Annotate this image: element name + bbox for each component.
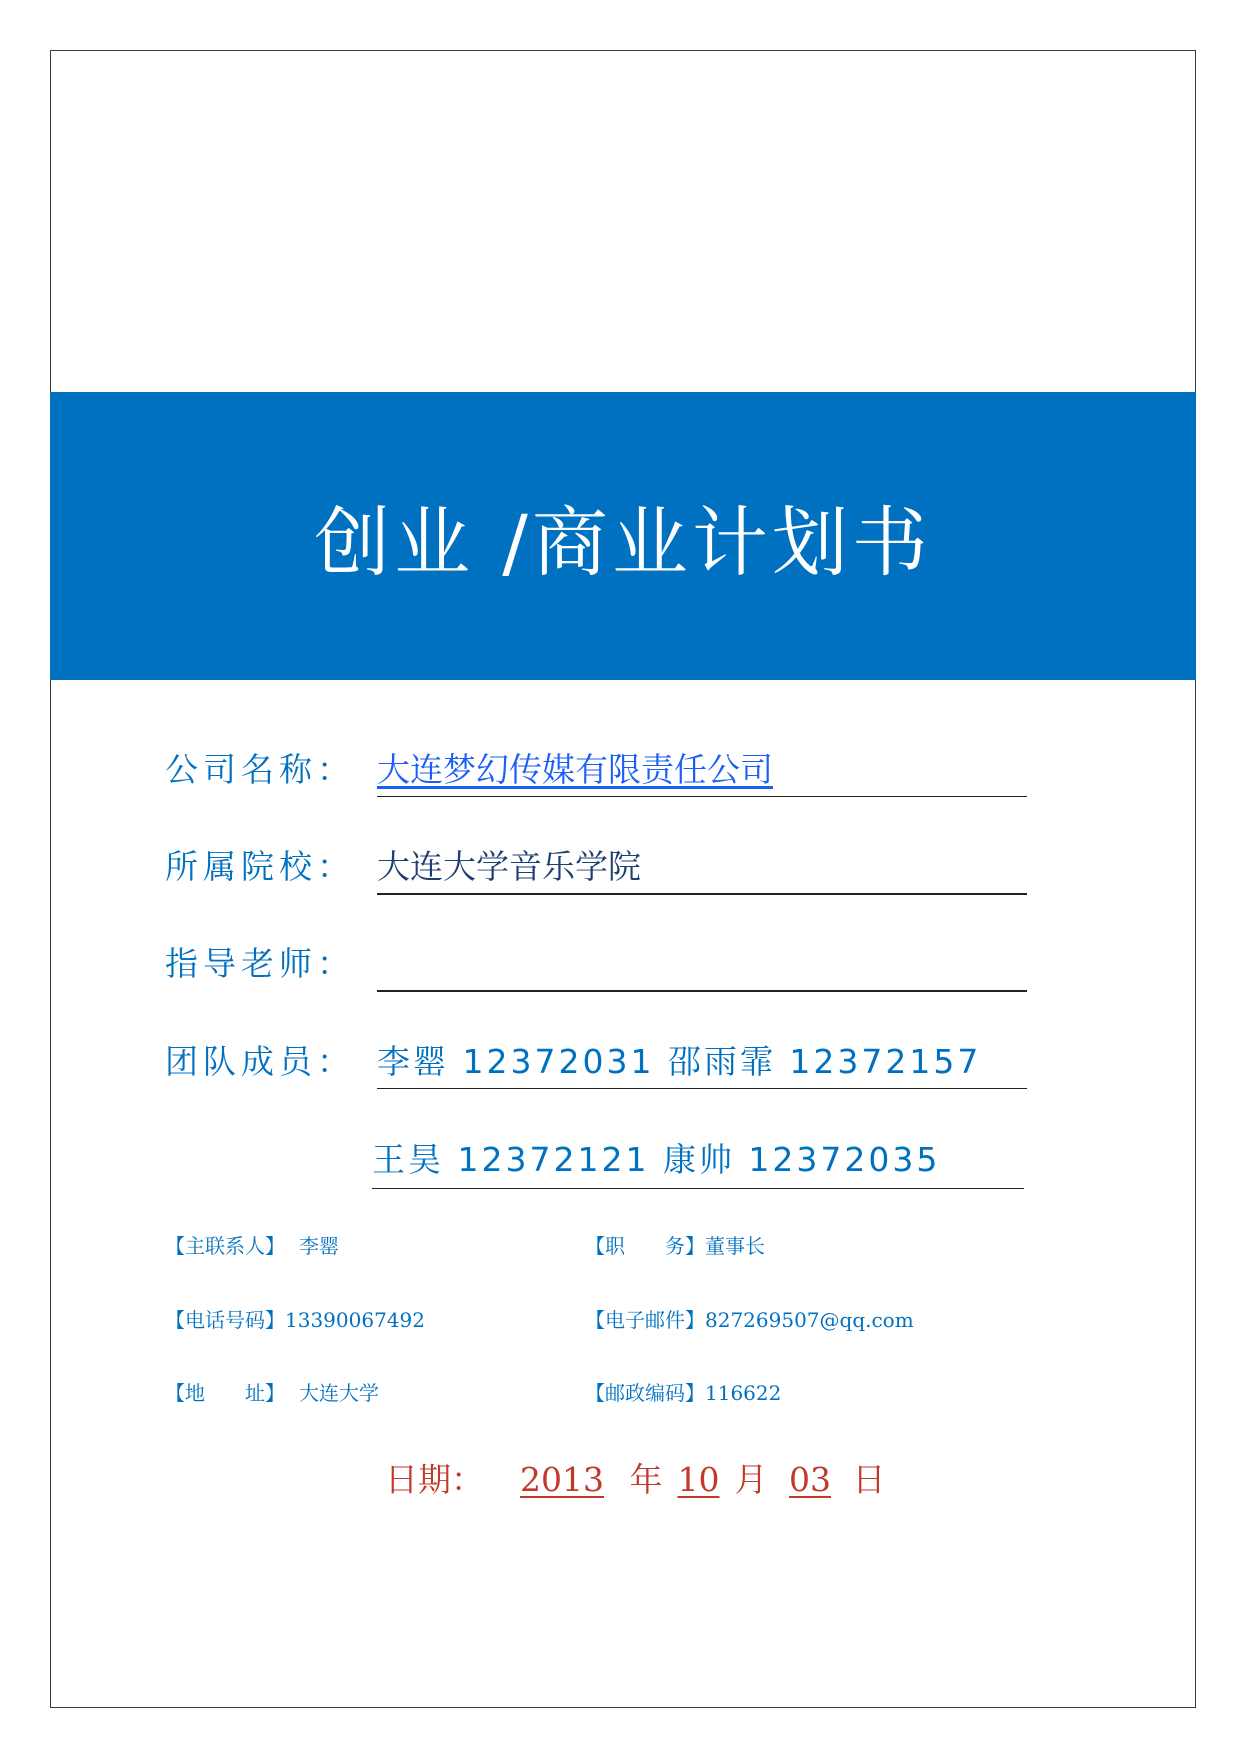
team-rule-1 — [377, 1088, 1027, 1089]
email-value: 827269507@qq.com — [705, 1308, 914, 1332]
email-row — [585, 1304, 914, 1333]
date-year-unit: 年 — [629, 1460, 663, 1499]
document-title: 创业 /商业计划书 — [314, 497, 932, 587]
date-day: 03 — [789, 1460, 831, 1499]
advisor-rule — [377, 990, 1027, 992]
date-line — [385, 1454, 886, 1501]
date-label: 日期： — [385, 1460, 484, 1499]
team-members-line-1: 李罂 12372031 邵雨霏 12372157 — [377, 1042, 982, 1081]
postal-value: 116622 — [705, 1381, 782, 1405]
main-contact-label: 【主联系人】 — [165, 1234, 275, 1258]
company-name-label: 公司名称： — [165, 750, 355, 789]
position-label: 【职 务】 — [585, 1234, 705, 1258]
school-value: 大连大学音乐学院 — [377, 847, 641, 886]
team-members-line-2: 王昊 12372121 康帅 12372035 — [372, 1140, 941, 1179]
postal-label: 【邮政编码】 — [585, 1381, 705, 1405]
team-label: 团队成员： — [165, 1042, 355, 1081]
main-contact-value: 李罂 — [299, 1234, 339, 1258]
company-name-value[interactable]: 大连梦幻传媒有限责任公司 — [377, 750, 773, 789]
title-banner — [50, 392, 1196, 680]
phone-value: 13390067492 — [285, 1308, 425, 1332]
position-row — [585, 1230, 765, 1259]
main-contact-row — [165, 1230, 339, 1259]
phone-row — [165, 1304, 425, 1333]
school-rule — [377, 893, 1027, 895]
date-day-unit: 日 — [852, 1460, 886, 1499]
date-year: 2013 — [520, 1460, 604, 1499]
phone-label: 【电话号码】 — [165, 1308, 285, 1332]
team-rule-2 — [372, 1188, 1024, 1189]
address-label: 【地 址】 — [165, 1381, 275, 1405]
school-label: 所属院校： — [165, 847, 355, 886]
email-label: 【电子邮件】 — [585, 1308, 705, 1332]
address-row — [165, 1377, 379, 1406]
date-month: 10 — [677, 1460, 720, 1499]
address-value: 大连大学 — [299, 1381, 379, 1405]
position-value: 董事长 — [705, 1234, 765, 1258]
date-month-unit: 月 — [734, 1460, 768, 1499]
company-name-rule — [377, 796, 1027, 797]
advisor-label: 指导老师： — [165, 944, 355, 983]
postal-row — [585, 1377, 781, 1406]
